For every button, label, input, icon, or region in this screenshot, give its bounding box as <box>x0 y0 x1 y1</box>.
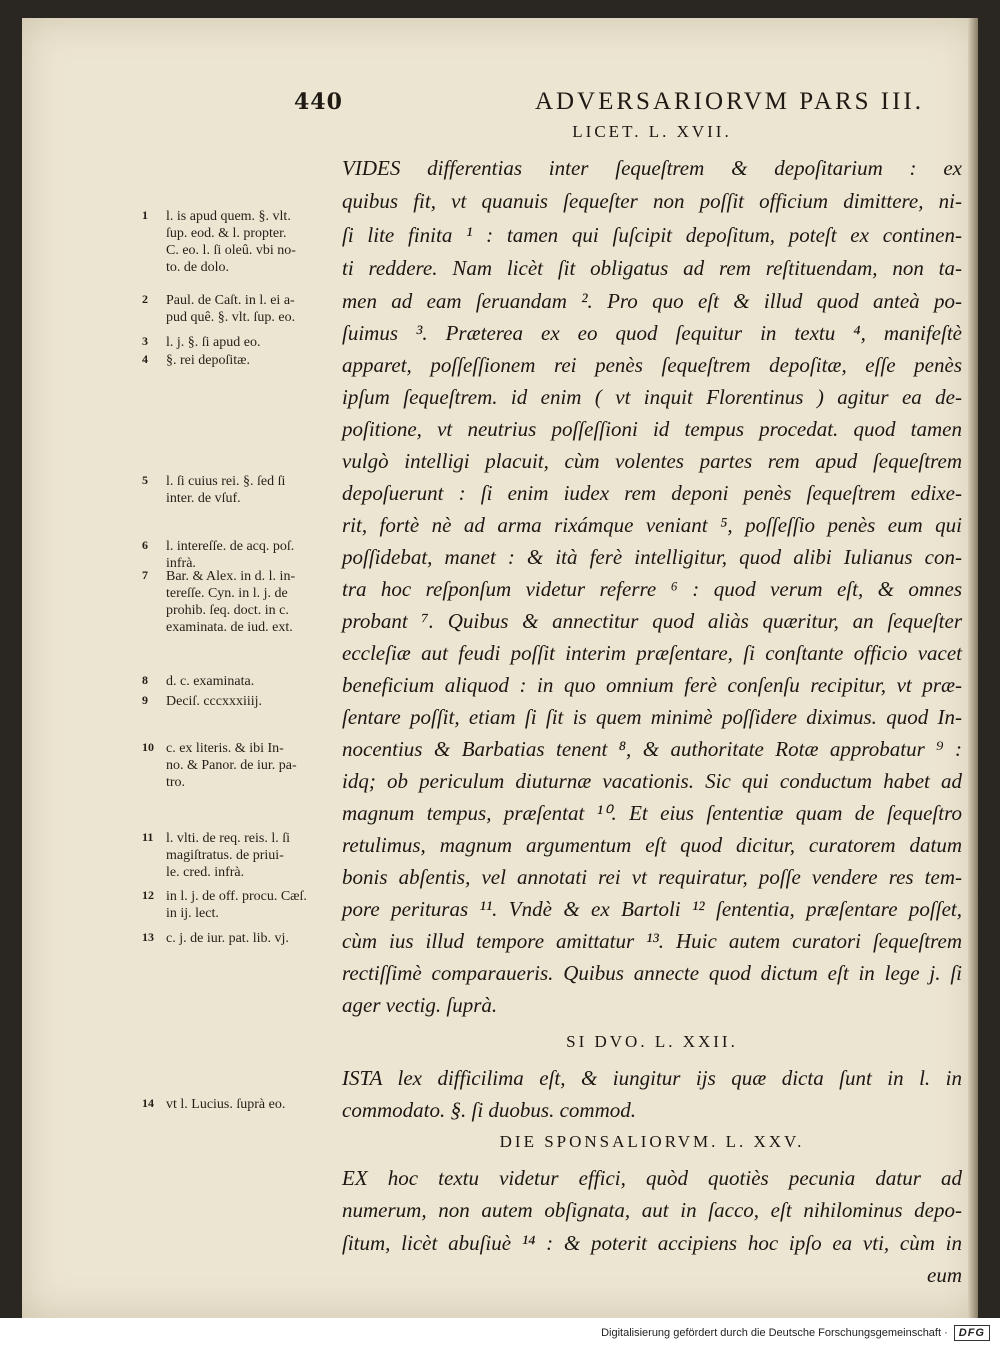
note-line: §. rei depoſitæ. <box>166 353 250 368</box>
text-line: ſitum, licèt abuſiuè ¹⁴ : & poterit accipiens hoc ipſo ea vti, cùm in <box>342 1231 962 1255</box>
note-number: 11 <box>142 830 154 844</box>
text-line: eccleſiæ aut feudi poſſit interim præſentare, ſi conſtante officio vacet <box>342 641 962 665</box>
note-number: 9 <box>142 693 148 707</box>
note-number: 8 <box>142 673 148 687</box>
note-line: l. intereſſe. de acq. poſ. <box>166 539 295 554</box>
note-line: no. & Panor. de iur. pa- <box>166 758 297 773</box>
text-line: nocentius & Barbatias tenent ⁸, & authoritate Rotæ approbatur ⁹ : <box>342 737 962 761</box>
note-line: vt l. Lucius. ſuprà eo. <box>166 1097 286 1112</box>
note-line: l. vlti. de req. reis. l. ſi <box>166 831 291 846</box>
note-line: l. is apud quem. §. vlt. <box>166 209 291 224</box>
text-line: rit, fortè nè ad arma rixámque veniant ⁵, poſſeſſio penès eum qui <box>342 513 962 537</box>
note-number: 5 <box>142 473 148 487</box>
note-line: C. eo. l. ſi oleû. vbi no- <box>166 243 296 258</box>
note-number: 6 <box>142 538 148 552</box>
text-line: rectiſſimè comparaueris. Quibus annecte quod dictum eſt in lege j. ſi <box>342 961 962 985</box>
footer-credit: Digitalisierung gefördert durch die Deutsche Forschungsgemeinschaft · <box>601 1326 948 1339</box>
note-line: tro. <box>166 775 186 790</box>
note-line: pud quê. §. vlt. ſup. eo. <box>166 310 296 325</box>
text-line: VIDES differentias inter ſequeſtrem & depoſitarium : ex <box>342 156 962 180</box>
note-number: 4 <box>142 352 148 366</box>
note-number: 13 <box>142 930 154 944</box>
note-line: Paul. de Caſt. in l. ei a- <box>166 293 295 308</box>
running-head <box>294 88 924 116</box>
note-number: 2 <box>142 292 148 306</box>
note-line: Bar. & Alex. in d. l. in- <box>166 569 296 584</box>
running-title: ADVERSARIORVM PARS III. <box>534 88 924 115</box>
note-line: d. c. examinata. <box>166 674 255 689</box>
note-line: l. ſi cuius rei. §. ſed ſi <box>166 474 286 489</box>
text-line: ti reddere. Nam licèt ſit obligatus ad rem reſtituendam, non ta- <box>342 256 962 280</box>
text-line: ipſum ſequeſtrem. id enim ( vt inquit Florentinus ) agitur ea de- <box>342 385 962 409</box>
note-line: le. cred. infrà. <box>166 865 245 880</box>
section-heading: LICET. L. XVII. <box>572 122 732 141</box>
note-number: 1 <box>142 208 148 222</box>
text-line: numerum, non autem obſignata, aut in ſacco, eſt nihilominus depo- <box>342 1198 962 1222</box>
page-edge <box>968 18 978 1318</box>
note-line: prohib. ſeq. doct. in c. <box>166 603 289 618</box>
text-line: cùm ius illud tempore amittatur ¹³. Huic autem curatori ſequeſtrem <box>342 929 962 953</box>
text-line: beneficium aliquod : in quo omnium ferè conſenſu recipitur, vt præ- <box>342 673 962 697</box>
text-line: EX hoc textu videtur effici, quòd quotiès pecunia datur ad <box>342 1166 962 1190</box>
text-line: pore perituras ¹¹. Vndè & ex Bartoli ¹² ſententia, præſentare poſſet, <box>342 897 962 921</box>
text-line: depoſuerunt : ſi enim iudex rem deponi penès ſequeſtrem edixe- <box>342 481 962 505</box>
note-line: examinata. de iud. ext. <box>166 620 293 635</box>
text-line: quibus fit, vt quanuis ſequeſter non poſſit officium dimittere, ni- <box>342 189 962 213</box>
text-line: ager vectig. ſuprà. <box>342 993 498 1017</box>
note-number: 7 <box>142 568 148 582</box>
section-heading: SI DVO. L. XXII. <box>566 1032 738 1051</box>
text-line: eum <box>927 1263 962 1287</box>
note-line: in ij. lect. <box>166 906 219 921</box>
note-line: Deciſ. cccxxxiiij. <box>166 694 263 709</box>
note-line: to. de dolo. <box>166 260 229 275</box>
text-line: magnum tempus, præſentat ¹⁰. Et eius ſententiæ quam de ſequeſtro <box>342 801 962 825</box>
note-line: tereſſe. Cyn. in l. j. de <box>166 586 288 601</box>
text-line: idq; ob periculum diuturnæ vacationis. Sic qui conductum habet ad <box>342 769 962 793</box>
text-line: vulgò intelligi placuit, cùm volentes partes rem apud ſequeſtrem <box>342 449 962 473</box>
text-line: tra hoc reſponſum videtur referre ⁶ : quod verum eſt, & omnes <box>342 577 962 601</box>
text-line: probant ⁷. Quibus & annectitur quod aliàs quæritur, an ſequeſter <box>342 609 962 633</box>
note-line: magiſtratus. de priui- <box>166 848 284 863</box>
text-line: ſuimus ³. Præterea ex eo quod ſequitur in textu ⁴, manifeſtè <box>342 321 962 345</box>
note-number: 14 <box>142 1096 154 1110</box>
text-line: bonis abſentis, vel annotati rei vt requiratur, poſſe vendere res tem- <box>342 865 962 889</box>
note-line: c. ex literis. & ibi In- <box>166 741 284 756</box>
text-line: retulimus, magnum argumentum eſt quod dicitur, curatorem datum <box>342 833 962 857</box>
dfg-logo: DFG <box>954 1325 990 1341</box>
note-number: 10 <box>142 740 154 754</box>
text-line: ſentare poſſit, etiam ſi ſit is quem minimè poſſidere diximus. quod In- <box>342 705 962 729</box>
text-line: poſſidebat, manet : & ità ferè intelligitur, quod alibi Iulianus con- <box>342 545 962 569</box>
text-line: apparet, poſſeſſionem rei penès ſequeſtrem depoſitæ, eſſe penès <box>342 353 962 377</box>
page-number: 440 <box>294 89 343 115</box>
note-line: inter. de vſuf. <box>166 491 241 506</box>
text-line: poſitione, vt neutrius poſſeſſioni id tempus procedat. quod tamen <box>342 417 962 441</box>
note-line: ſup. eod. & l. propter. <box>166 226 287 241</box>
book-page <box>22 18 978 1318</box>
digitization-footer <box>0 1318 1000 1347</box>
note-number: 12 <box>142 888 154 902</box>
text-line: commodato. §. ſi duobus. commod. <box>342 1098 636 1122</box>
note-line: c. j. de iur. pat. lib. vj. <box>166 931 289 946</box>
section-heading: DIE SPONSALIORVM. L. XXV. <box>499 1132 805 1151</box>
text-line: ſi lite finita ¹ : tamen qui ſuſcipit depoſitum, poteſt ex continen- <box>342 223 962 247</box>
note-line: in l. j. de off. procu. Cæſ. <box>166 889 307 904</box>
note-number: 3 <box>142 334 148 348</box>
text-line: men ad eam ſeruandam ². Pro quo eſt & illud quod anteà po- <box>342 289 962 313</box>
note-line: l. j. §. ſi apud eo. <box>166 335 261 350</box>
text-line: ISTA lex difficilima eſt, & iungitur ijs quæ dicta ſunt in l. in <box>342 1066 962 1090</box>
note-line: infrà. <box>166 556 196 571</box>
